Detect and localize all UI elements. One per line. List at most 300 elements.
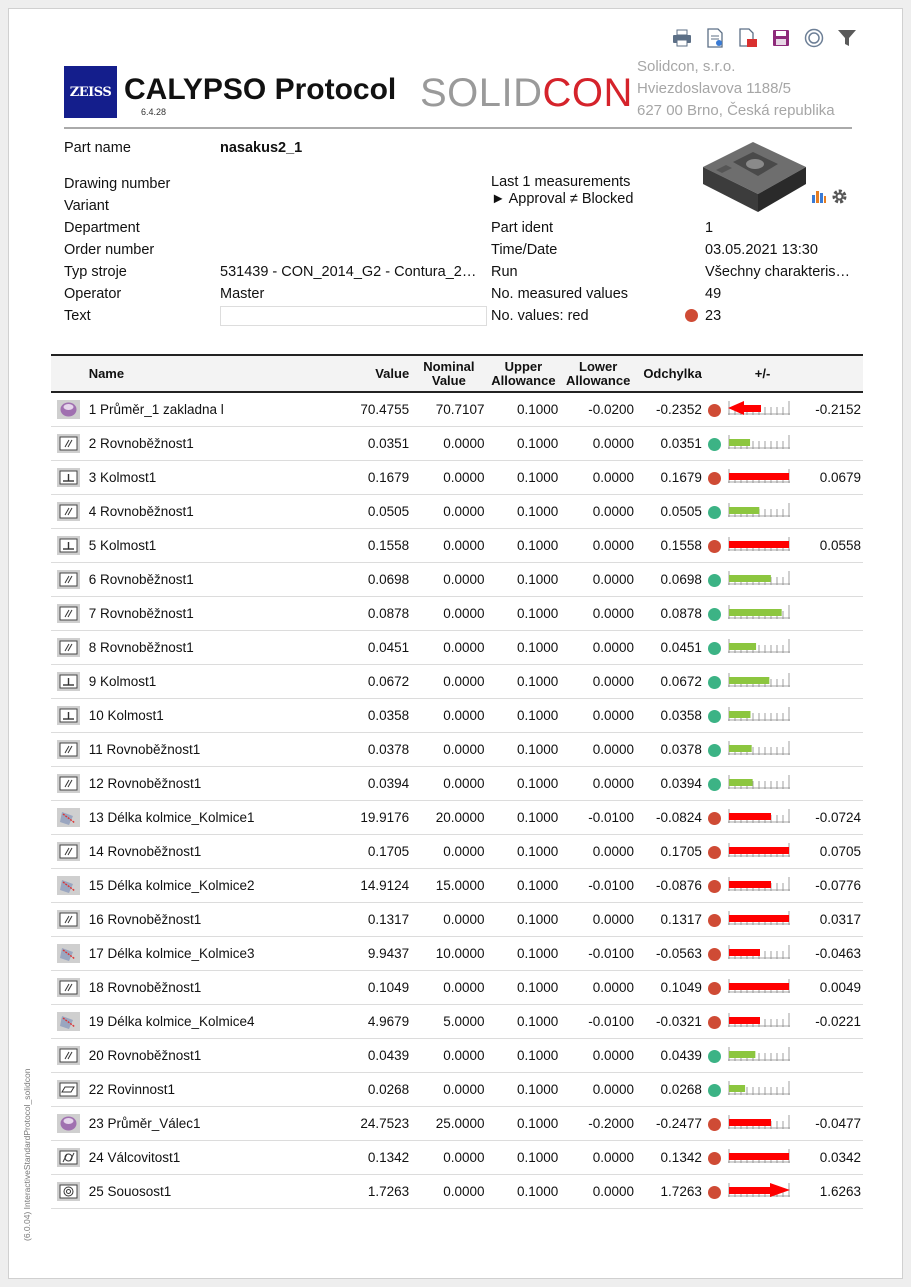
status-dot <box>708 778 721 791</box>
table-cell <box>799 733 863 767</box>
status-dot <box>708 982 721 995</box>
row-value: 0.0394 <box>367 776 410 791</box>
row-deviation: 0.1342 <box>660 1150 702 1165</box>
table-cell <box>636 937 704 971</box>
brand-part2: CON <box>542 71 633 115</box>
header-upper[interactable]: Upper Allowance <box>491 358 556 388</box>
table-cell <box>487 529 561 563</box>
row-name[interactable]: 7 Rovnoběžnost1 <box>88 606 194 621</box>
table-row[interactable] <box>51 597 863 631</box>
status-dot <box>708 438 721 451</box>
table-cell <box>726 869 800 903</box>
table-row[interactable] <box>51 937 863 971</box>
table-row[interactable] <box>51 495 863 529</box>
table-cell <box>87 835 346 869</box>
document-icon[interactable] <box>703 26 726 49</box>
header-nominal[interactable]: Nominal Value <box>423 358 475 388</box>
table-cell <box>346 529 412 563</box>
row-upper: 0.1000 <box>517 436 559 451</box>
table-row[interactable] <box>51 835 863 869</box>
table-row[interactable] <box>51 427 863 461</box>
filter-icon[interactable] <box>835 26 858 49</box>
table-cell <box>799 699 863 733</box>
table-row[interactable] <box>51 392 863 427</box>
brand-part1: SOLID <box>420 71 543 115</box>
table-cell <box>560 495 636 529</box>
table-cell <box>636 597 704 631</box>
row-upper: 0.1000 <box>517 1184 559 1199</box>
table-cell <box>560 1005 636 1039</box>
table-cell <box>704 767 726 801</box>
table-cell <box>346 665 412 699</box>
table-cell <box>487 733 561 767</box>
table-cell <box>560 563 636 597</box>
table-row[interactable] <box>51 563 863 597</box>
parallelism-icon <box>57 774 80 793</box>
row-lower: 0.0000 <box>592 708 635 723</box>
table-row[interactable] <box>51 631 863 665</box>
table-cell <box>636 563 704 597</box>
deviation-bar <box>728 573 790 588</box>
pdf-icon[interactable] <box>736 26 759 49</box>
row-name[interactable]: 20 Rovnoběžnost1 <box>88 1048 202 1063</box>
table-row[interactable] <box>51 1107 863 1141</box>
table-row[interactable] <box>51 1005 863 1039</box>
parallelism-icon <box>57 978 80 997</box>
deviation-bar <box>728 505 790 520</box>
table-cell <box>799 631 863 665</box>
diameter-icon <box>57 400 80 419</box>
table-cell <box>487 1073 561 1107</box>
table-cell <box>704 1039 726 1073</box>
table-cell <box>799 971 863 1005</box>
status-dot <box>708 1084 721 1097</box>
table-cell <box>487 1005 561 1039</box>
row-lower: 0.0000 <box>592 674 635 689</box>
machine-type-value: 531439 - CON_2014_G2 - Contura_2… <box>220 264 477 280</box>
row-upper: 0.1000 <box>517 1048 559 1063</box>
table-row[interactable] <box>51 529 863 563</box>
table-cell <box>346 869 412 903</box>
table-cell <box>411 1141 486 1175</box>
row-excess: -0.0776 <box>815 878 861 893</box>
last-measurements[interactable]: Last 1 measurements <box>491 174 631 190</box>
table-row[interactable] <box>51 903 863 937</box>
row-excess: 0.0679 <box>819 470 861 485</box>
row-value: 0.0439 <box>367 1048 410 1063</box>
row-upper: 0.1000 <box>517 1082 559 1097</box>
status-dot <box>708 608 721 621</box>
row-name[interactable]: 1 Průměr_1 zakladna l <box>88 402 224 417</box>
table-cell <box>87 597 346 631</box>
row-lower: -0.0100 <box>588 946 635 961</box>
table-cell <box>560 699 636 733</box>
row-deviation: 0.0505 <box>660 504 702 519</box>
table-cell <box>726 392 800 427</box>
table-cell <box>799 495 863 529</box>
table-cell <box>799 1107 863 1141</box>
table-cell <box>799 529 863 563</box>
table-row[interactable] <box>51 801 863 835</box>
row-nominal: 0.0000 <box>443 606 485 621</box>
table-cell <box>346 835 412 869</box>
table-cell <box>51 1175 87 1209</box>
table-cell <box>560 869 636 903</box>
table-cell <box>87 733 346 767</box>
table-cell <box>726 1039 800 1073</box>
row-lower: 0.0000 <box>592 1150 635 1165</box>
operator-label: Operator <box>64 286 122 302</box>
header-divider <box>64 127 852 129</box>
deviation-bar <box>728 1151 790 1166</box>
table-cell <box>346 461 412 495</box>
table-cell <box>487 427 561 461</box>
table-cell <box>487 461 561 495</box>
table-cell <box>704 392 726 427</box>
row-deviation: 0.0451 <box>660 640 702 655</box>
table-cell <box>704 495 726 529</box>
save-icon[interactable] <box>769 26 792 49</box>
page-title: CALYPSO Protocol <box>124 73 397 106</box>
status-dot <box>708 1118 721 1131</box>
table-cell <box>704 461 726 495</box>
header-value[interactable]: Value <box>375 365 410 381</box>
table-cell <box>51 1107 87 1141</box>
row-lower: 0.0000 <box>592 1184 635 1199</box>
row-name[interactable]: 24 Válcovitost1 <box>88 1150 181 1165</box>
deviation-bar <box>728 709 790 724</box>
table-cell <box>411 699 486 733</box>
table-row[interactable] <box>51 733 863 767</box>
header-name[interactable]: Name <box>88 365 125 381</box>
row-name[interactable]: 13 Délka kolmice_Kolmice1 <box>88 810 255 825</box>
table-cell <box>636 903 704 937</box>
header-excess <box>799 355 863 392</box>
table-cell <box>487 835 561 869</box>
parallelism-icon <box>57 604 80 623</box>
measured-values-label: No. measured values <box>491 286 629 302</box>
status-dot <box>708 948 721 961</box>
row-value: 4.9679 <box>367 1014 410 1029</box>
row-name[interactable]: 25 Souosost1 <box>88 1184 172 1199</box>
deviation-bar <box>728 437 790 452</box>
table-cell <box>560 1107 636 1141</box>
row-nominal: 0.0000 <box>443 640 485 655</box>
table-cell <box>411 461 486 495</box>
table-cell <box>704 427 726 461</box>
table-cell <box>411 733 486 767</box>
row-excess: 0.0049 <box>819 980 861 995</box>
row-upper: 0.1000 <box>517 742 559 757</box>
parallelism-icon <box>57 842 80 861</box>
table-cell <box>51 665 87 699</box>
row-nominal: 0.0000 <box>443 470 485 485</box>
table-cell <box>487 801 561 835</box>
table-cell <box>636 767 704 801</box>
part-name-value: nasakus2_1 <box>220 140 303 156</box>
perpendicular-length-icon <box>57 876 80 895</box>
table-cell <box>726 1175 800 1209</box>
table-cell <box>636 1175 704 1209</box>
parallelism-icon <box>57 1046 80 1065</box>
row-value: 0.0505 <box>367 504 410 519</box>
row-lower: 0.0000 <box>592 844 635 859</box>
table-cell <box>799 1175 863 1209</box>
deviation-bar <box>728 1083 790 1098</box>
table-cell <box>411 869 486 903</box>
text-field[interactable] <box>220 306 487 326</box>
row-lower: -0.2000 <box>588 1116 635 1131</box>
drawing-number-label: Drawing number <box>64 176 171 192</box>
row-deviation: 0.1049 <box>660 980 702 995</box>
row-deviation: 1.7263 <box>660 1184 702 1199</box>
status-dot <box>708 404 721 417</box>
table-cell <box>51 733 87 767</box>
status-dot <box>708 1152 721 1165</box>
row-excess: 0.0558 <box>819 538 861 553</box>
table-row[interactable] <box>51 665 863 699</box>
table-cell <box>560 801 636 835</box>
table-cell <box>346 971 412 1005</box>
table-cell <box>51 1141 87 1175</box>
protocol-page <box>8 8 903 1279</box>
table-cell <box>726 427 800 461</box>
part-ident-label: Part ident <box>491 220 554 236</box>
row-deviation: 0.1679 <box>660 470 702 485</box>
row-name[interactable]: 15 Délka kolmice_Kolmice2 <box>88 878 255 893</box>
deviation-bar <box>728 607 790 622</box>
row-name[interactable]: 4 Rovnoběžnost1 <box>88 504 194 519</box>
row-excess: -0.0221 <box>815 1014 861 1029</box>
perpendicularity-icon <box>57 706 80 725</box>
row-upper: 0.1000 <box>517 470 559 485</box>
table-cell <box>704 971 726 1005</box>
table-cell <box>87 1107 346 1141</box>
row-name[interactable]: 3 Kolmost1 <box>88 470 157 485</box>
row-upper: 0.1000 <box>517 1116 559 1131</box>
part-ident-value: 1 <box>705 220 714 236</box>
table-cell <box>487 597 561 631</box>
table-cell <box>87 392 346 427</box>
table-cell <box>560 1141 636 1175</box>
header-lower[interactable]: Lower Allowance <box>566 358 631 388</box>
row-upper: 0.1000 <box>517 810 559 825</box>
row-nominal: 0.0000 <box>443 538 485 553</box>
stats-chart-icon[interactable] <box>811 188 827 210</box>
table-cell <box>799 597 863 631</box>
table-cell <box>560 529 636 563</box>
row-name[interactable]: 14 Rovnoběžnost1 <box>88 844 202 859</box>
table-row[interactable] <box>51 869 863 903</box>
print-icon[interactable] <box>670 26 693 49</box>
row-upper: 0.1000 <box>517 912 559 927</box>
table-cell <box>799 903 863 937</box>
deviation-bar <box>728 913 790 928</box>
row-deviation: 0.0394 <box>660 776 702 791</box>
status-dot <box>708 1186 721 1199</box>
table-cell <box>636 495 704 529</box>
row-name[interactable]: 9 Kolmost1 <box>88 674 157 689</box>
table-cell <box>799 392 863 427</box>
row-nominal: 0.0000 <box>443 572 485 587</box>
table-cell <box>51 427 87 461</box>
row-name[interactable]: 6 Rovnoběžnost1 <box>88 572 194 587</box>
row-lower: 0.0000 <box>592 538 635 553</box>
table-cell <box>487 699 561 733</box>
row-name[interactable]: 19 Délka kolmice_Kolmice4 <box>88 1014 255 1029</box>
table-row[interactable] <box>51 461 863 495</box>
table-cell <box>704 869 726 903</box>
table-cell <box>87 767 346 801</box>
table-cell <box>704 1073 726 1107</box>
table-cell <box>51 801 87 835</box>
table-row[interactable] <box>51 1141 863 1175</box>
row-upper: 0.1000 <box>517 708 559 723</box>
row-nominal: 0.0000 <box>443 980 485 995</box>
table-cell <box>346 597 412 631</box>
row-name[interactable]: 12 Rovnoběžnost1 <box>88 776 202 791</box>
row-name[interactable]: 8 Rovnoběžnost1 <box>88 640 194 655</box>
table-cell <box>487 1175 561 1209</box>
row-nominal: 0.0000 <box>443 1048 485 1063</box>
table-cell <box>51 1039 87 1073</box>
table-cell <box>346 631 412 665</box>
table-cell <box>799 869 863 903</box>
row-name[interactable]: 2 Rovnoběžnost1 <box>88 436 194 451</box>
row-value: 14.9124 <box>360 878 410 893</box>
cylindricity-icon <box>57 1148 80 1167</box>
row-value: 19.9176 <box>360 810 410 825</box>
table-cell <box>636 392 704 427</box>
table-cell <box>87 665 346 699</box>
table-cell <box>704 631 726 665</box>
operator-value: Master <box>220 286 265 302</box>
row-upper: 0.1000 <box>517 402 559 417</box>
status-dot <box>708 506 721 519</box>
row-nominal: 0.0000 <box>443 1184 485 1199</box>
row-name[interactable]: 17 Délka kolmice_Kolmice3 <box>88 946 255 961</box>
table-cell <box>51 767 87 801</box>
toolbar <box>670 26 858 49</box>
table-cell <box>87 427 346 461</box>
table-cell <box>411 971 486 1005</box>
company-street: Hviezdoslavova 1188/5 <box>637 80 791 97</box>
perpendicular-length-icon <box>57 1012 80 1031</box>
table-cell <box>560 971 636 1005</box>
table-cell <box>87 1141 346 1175</box>
table-cell <box>346 767 412 801</box>
table-row[interactable] <box>51 699 863 733</box>
table-cell <box>704 665 726 699</box>
table-cell <box>726 767 800 801</box>
row-value: 0.1342 <box>367 1150 410 1165</box>
table-cell <box>87 1005 346 1039</box>
table-cell <box>51 563 87 597</box>
table-cell <box>411 563 486 597</box>
deviation-bar <box>728 1185 790 1200</box>
flatness-icon <box>57 1080 80 1099</box>
settings-circle-icon[interactable] <box>802 26 825 49</box>
red-values-count: 23 <box>705 308 722 324</box>
table-cell <box>726 597 800 631</box>
table-row[interactable] <box>51 971 863 1005</box>
table-cell <box>51 971 87 1005</box>
table-row[interactable] <box>51 1073 863 1107</box>
row-name[interactable]: 10 Kolmost1 <box>88 708 164 723</box>
table-cell <box>704 733 726 767</box>
table-row[interactable] <box>51 767 863 801</box>
table-cell <box>726 835 800 869</box>
parallelism-icon <box>57 434 80 453</box>
table-cell <box>487 971 561 1005</box>
row-lower: 0.0000 <box>592 980 635 995</box>
table-cell <box>799 1039 863 1073</box>
row-value: 0.1558 <box>367 538 410 553</box>
deviation-bar <box>728 1117 790 1132</box>
row-name[interactable]: 22 Rovinnost1 <box>88 1082 175 1097</box>
gear-icon[interactable] <box>831 188 848 210</box>
table-cell <box>799 1073 863 1107</box>
table-cell <box>726 1107 800 1141</box>
table-cell <box>87 461 346 495</box>
table-cell <box>87 563 346 597</box>
row-excess: -0.2152 <box>815 402 861 417</box>
row-upper: 0.1000 <box>517 776 559 791</box>
table-cell <box>799 665 863 699</box>
row-upper: 0.1000 <box>517 946 559 961</box>
row-excess: -0.0477 <box>815 1116 861 1131</box>
table-row[interactable] <box>51 1175 863 1209</box>
row-name[interactable]: 16 Rovnoběžnost1 <box>88 912 202 927</box>
row-deviation: -0.0563 <box>656 946 702 961</box>
table-cell <box>487 563 561 597</box>
row-name[interactable]: 5 Kolmost1 <box>88 538 157 553</box>
status-dot <box>708 710 721 723</box>
results-table <box>51 354 863 1209</box>
text-label: Text <box>64 308 91 324</box>
table-cell <box>51 597 87 631</box>
table-cell <box>636 665 704 699</box>
table-cell <box>51 529 87 563</box>
table-cell <box>346 1039 412 1073</box>
header-deviation[interactable]: Odchylka <box>643 365 702 381</box>
table-cell <box>346 563 412 597</box>
table-cell <box>487 495 561 529</box>
parallelism-icon <box>57 740 80 759</box>
table-cell <box>411 835 486 869</box>
table-cell <box>726 801 800 835</box>
header-icon-col <box>51 355 87 392</box>
row-deviation: -0.0321 <box>656 1014 702 1029</box>
row-name[interactable]: 11 Rovnoběžnost1 <box>88 742 201 757</box>
table-cell <box>560 461 636 495</box>
row-deviation: 0.0672 <box>660 674 702 689</box>
status-dot <box>708 574 721 587</box>
measured-values-count: 49 <box>705 286 722 302</box>
table-cell <box>726 665 800 699</box>
table-cell <box>726 1141 800 1175</box>
table-row[interactable] <box>51 1039 863 1073</box>
approval-filter[interactable]: ► Approval ≠ Blocked <box>491 191 634 207</box>
row-name[interactable]: 18 Rovnoběžnost1 <box>88 980 202 995</box>
table-cell <box>51 903 87 937</box>
table-cell <box>636 427 704 461</box>
status-dot <box>708 642 721 655</box>
perpendicularity-icon <box>57 536 80 555</box>
table-cell <box>51 1073 87 1107</box>
row-name[interactable]: 23 Průměr_Válec1 <box>88 1116 201 1131</box>
table-cell <box>704 597 726 631</box>
